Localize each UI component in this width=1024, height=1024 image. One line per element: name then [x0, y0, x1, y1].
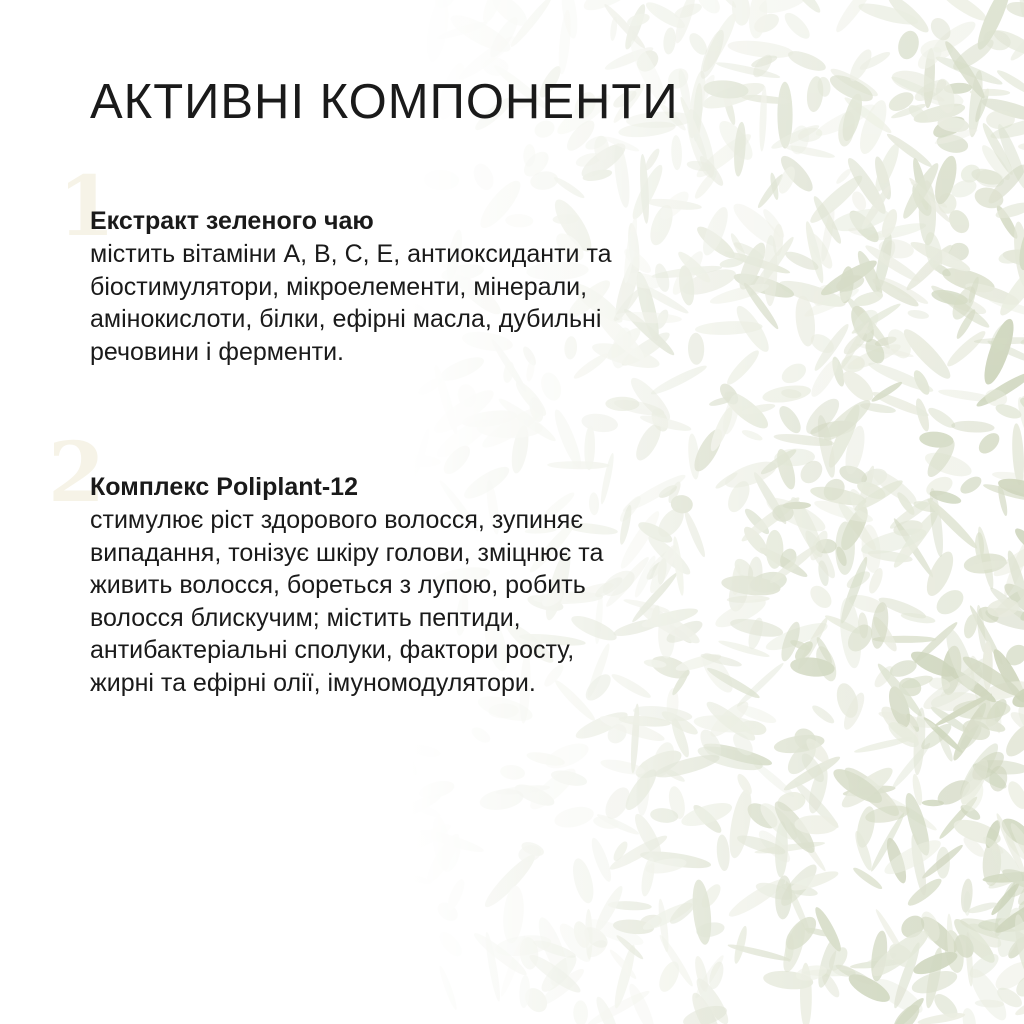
component-description	[90, 504, 750, 699]
component-description	[90, 238, 750, 368]
description-line: речовини і ферменти.	[90, 337, 345, 366]
description-line: волосся блискучим; містить пептиди,	[90, 603, 521, 632]
component-block-green-tea	[90, 204, 750, 368]
component-block-poliplant	[90, 470, 750, 699]
description-line: антибактеріальні сполуки, фактори росту,	[90, 636, 575, 664]
page-title: АКТИВНІ КОМПОНЕНТИ	[90, 75, 679, 129]
description-line: випадання, тонізує шкіру голови, зміцнює та	[90, 538, 604, 567]
description-line: стимулює ріст здорового волосся, зупиняє	[90, 506, 584, 534]
component-number-2: 2	[48, 425, 106, 521]
component-number-1: 1	[58, 159, 116, 255]
description-line: живить волосся, бореться з лупою, робить	[90, 571, 586, 599]
component-heading: Екстракт зеленого чаю	[90, 207, 374, 235]
description-line: амінокислоти, білки, ефірні масла, дубильні	[90, 305, 602, 333]
description-line: біостимулятори, мікроелементи, мінерали,	[90, 272, 588, 301]
description-line: містить вітаміни A, B, C, E, антиоксиданти та	[90, 240, 612, 268]
component-heading: Комплекс Poliplant-12	[90, 473, 358, 501]
description-line: жирні та ефірні олії, імуномодулятори.	[90, 668, 536, 697]
